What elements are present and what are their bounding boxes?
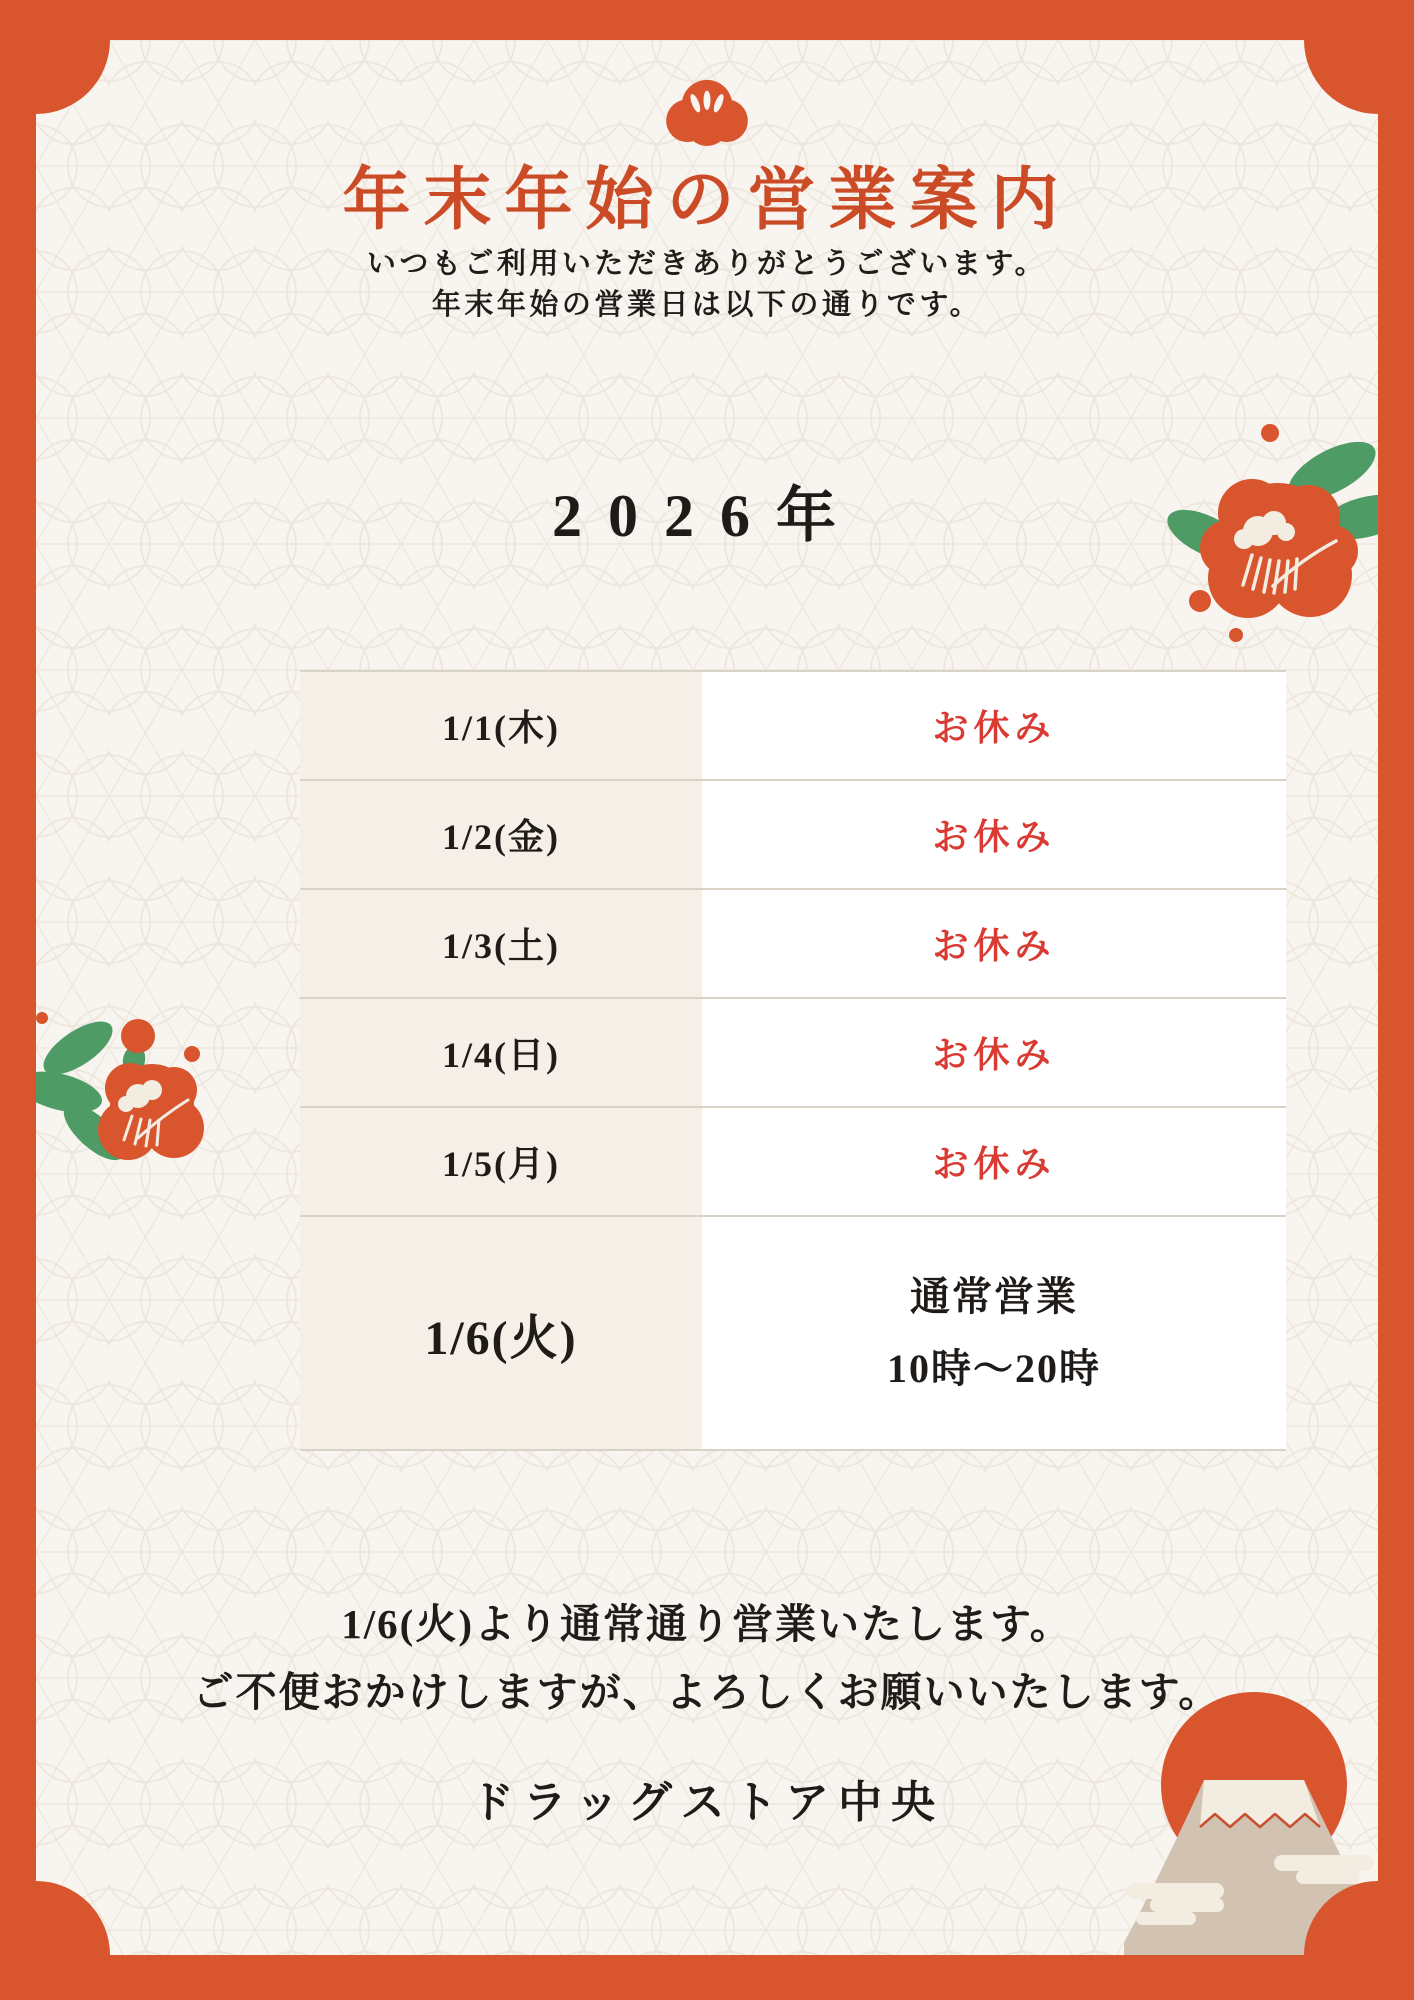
schedule-row-open	[300, 1215, 1286, 1449]
notice-line-2: ご不便おかけしますが、よろしくお願いいたします。	[192, 1669, 1222, 1715]
schedule-table	[300, 670, 1286, 1451]
status-cell: お休み	[702, 781, 1286, 888]
greeting-line-1: いつもご利用いただきありがとうございます。	[366, 248, 1048, 280]
open-status-line-2: 10時〜20時	[887, 1346, 1101, 1391]
pine-icon	[658, 76, 756, 146]
schedule-row	[300, 672, 1286, 779]
date-cell: 1/3(土)	[300, 890, 702, 997]
date-cell: 1/5(月)	[300, 1108, 702, 1215]
notice-line-1: 1/6(火)より通常通り営業いたします。	[341, 1601, 1073, 1647]
notice-text	[36, 1590, 1378, 1726]
poster-inner	[36, 40, 1378, 1955]
store-name: ドラッグストア中央	[469, 1778, 945, 1827]
camellia-flower-icon	[36, 996, 266, 1181]
greeting-line-2: 年末年始の営業日は以下の通りです。	[431, 289, 983, 321]
date-cell: 1/4(日)	[300, 999, 702, 1106]
schedule-row	[300, 1106, 1286, 1215]
schedule-row	[300, 888, 1286, 997]
page-title: 年末年始の営業案内	[342, 162, 1072, 238]
date-cell: 1/1(木)	[300, 672, 702, 779]
status-cell: お休み	[702, 1108, 1286, 1215]
date-cell: 1/2(金)	[300, 781, 702, 888]
date-cell: 1/6(火)	[300, 1217, 702, 1449]
year-heading: 2026年	[552, 483, 862, 549]
status-cell	[702, 1217, 1286, 1449]
greeting-text	[36, 244, 1378, 326]
schedule-row	[300, 779, 1286, 888]
schedule-row	[300, 997, 1286, 1106]
status-cell: お休み	[702, 672, 1286, 779]
status-cell: お休み	[702, 999, 1286, 1106]
open-status-line-1: 通常営業	[910, 1274, 1078, 1319]
status-cell: お休み	[702, 890, 1286, 997]
